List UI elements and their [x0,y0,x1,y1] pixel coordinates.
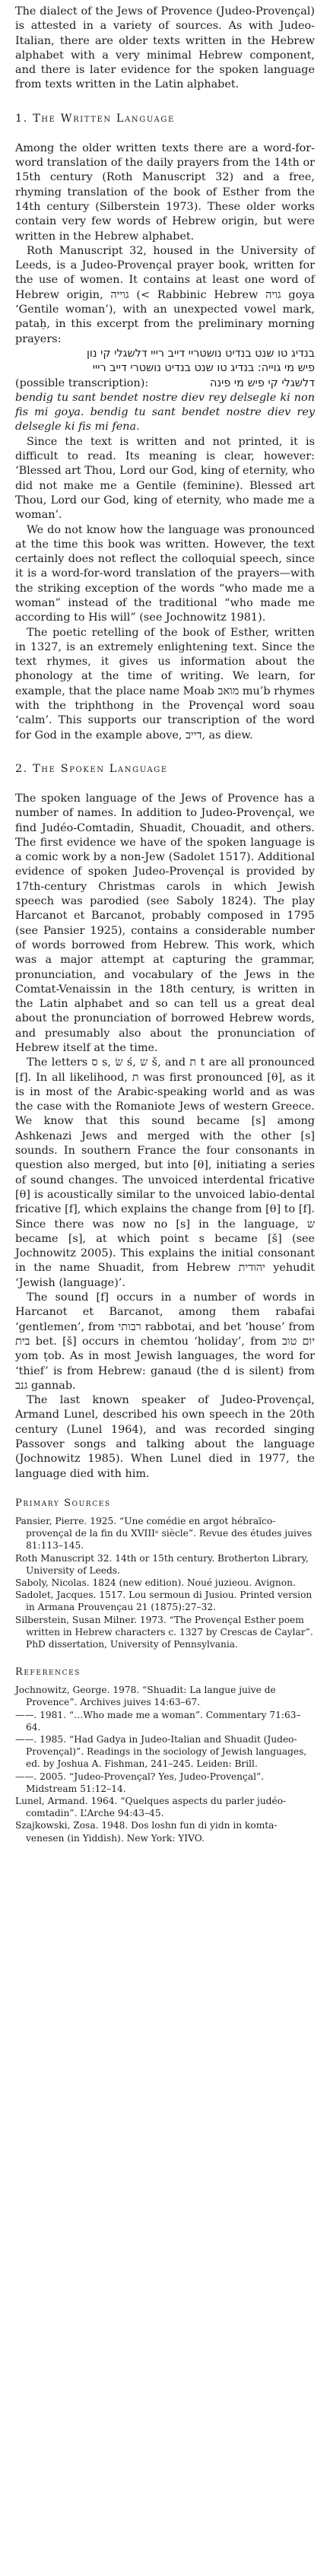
references-list [15,1684,315,1844]
hebrew-line: פיש מי גוייה: בנדיג טו שנט בנדיט נושטרי דייב רייי [92,362,315,375]
section-heading-written-language: 1. The Written Language [15,112,175,125]
paragraph: The letters ס s, שׂ ś, ש š, and ת t are all pronounced [f]. In all likelihood, ת was first pronounced [θ], as it is in most of the Arabic-speaking world and as was the case with the Romaniote Jews of western Greece. We know that this sound became [s] among Ashkenazi Jews and merged with the other [s] sounds. In southern France the four consonants in question also merged, but into [θ], initiating a series of sound changes. The unvoiced interdental fricative [θ] is acoustically similar to the unvoiced labio-dental fricative [f], which explains the change from [θ] to [f]. Since there was now no [s] in the language, ש became [s], at which point s became [š] (see Jochnowitz 2005). This explains the initial consonant in the name Shuadit, from Hebrew יהודית yehudit ‘Jewish (language)’. [15,1056,316,1289]
hebrew-line: דלשגלי קי פיש מי פינה [209,376,315,389]
paragraph: We do not know how the language was pronounced at the time this book was written. However, the text certainly does not reflect the colloquial speech, since it is a word-for-word translation of the prayers—with the striking exception of the words “who made me a woman” instead of the traditional “who made me according to His will” (see Jochnowitz 1981). [15,523,315,624]
hebrew-excerpt [15,347,315,435]
paragraph: Roth Manuscript 32, housed in the University of Leeds, is a Judeo-Provençal prayer book, written for the use of women. It contains at least one word of Hebrew origin, גוייה (< Rabbinic Hebrew גויה goya ‘Gentile woman’), with an unexpected vowel mark, pataḥ, in this excerpt from the preliminary morning prayers: [15,244,315,345]
section-heading-spoken-language: 2. The Spoken Language [15,762,168,775]
bibliography-entry: ——. 1985. “Had Gadya in Judeo-Italian and Shuadit (Judeo-Provençal)”. Readings in the sociology of Jewish languages, ed. by Joshua A. Fishman, 241–245. Leiden: Brill. [15,1733,307,1770]
paragraph: The last known speaker of Judeo-Provençal, Armand Lunel, described his own speech in the 20th century (Lunel 1964), and was recorded singing Passover songs and talking about the language (Jochnowitz 1985). When Lunel died in 1977, the language died with him. [15,1394,315,1480]
paragraph: Since the text is written and not printed, it is difficult to read. Its meaning is clear, however: ‘Blessed art Thou, Lord our God, king of eternity, who did not make me a Gentile (feminine). Blessed art Thou, Lord our God, king of eternity, who made me a woman’. [15,435,315,522]
bibliography-entry: Pansier, Pierre. 1925. “Une comédie en argot hébraïco-provençal de la fin du XVIIIᵉ siècle”. Revue des études juives 81:113–145. [15,1515,313,1552]
primary-sources-heading: Primary Sources [15,1497,111,1509]
bibliography-entry: Silberstein, Susan Milner. 1973. “The Provençal Esther poem written in Hebrew characters c. 1327 by Crescas de Caylar”. PhD dissertation, University of Pennsylvania. [15,1614,313,1650]
primary-sources-list [15,1515,315,1650]
bibliography-entry: Sadolet, Jacques. 1517. Lou sermoun di Jusiou. Printed version in Armana Prouvençau 21 (1875):27–32. [15,1590,313,1613]
transcription-label: (possible transcription): [15,376,149,389]
bibliography-entry: ——. 1981. “…Who made me a woman”. Commentary 71:63–64. [15,1709,301,1733]
bibliography-entry: Roth Manuscript 32. 14th or 15th century. Brotherton Library, University of Leeds. [15,1552,309,1576]
references-heading: References [15,1666,81,1679]
bibliography-entry: Saboly, Nicolas. 1824 (new edition). Noué juzieou. Avignon. [15,1577,296,1588]
bibliography-entry: Lunel, Armand. 1964. “Quelques aspects du parler judéo-comtadin”. L’Arche 94:43–45. [15,1795,287,1819]
bibliography-entry: ——. 2005. “Judeo-Provençal? Yes, Judeo-Provençal”. Midstream 51:12–14. [15,1771,265,1794]
paragraph: The poetic retelling of the book of Esther, written in 1327, is an extremely enlightening text. Since the text rhymes, it gives us information about the phonology at the time of writing. We learn, for example, that the place name Moab מואב mu’b rhymes with the triphthong in the Provençal word soau ‘calm’. This supports our transcription of the word for God in the example above, דייב, as diew. [15,626,315,742]
hebrew-excerpt-last-row [15,376,315,391]
paragraph: The sound [f] occurs in a number of words in Harcanot et Barcanot, among them rabafai ‘gentlemen’, from רבותי rabbotai, and bet ‘house’ from בית bet. [š] occurs in chemtou ‘holiday’, from יום טוב yom ṭob. As in most Jewish languages, the word for ‘thief’ is from Hebrew: ganaud (the d is silent) from גנב gannab. [15,1291,315,1392]
paragraph: Among the older written texts there are a word-for-word translation of the daily prayers from the 14th or 15th century (Roth Manuscript 32) and a free, rhyming translation of the book of Esther from the 14th century (Silberstein 1973). These older works contain very few words of Hebrew origin, but were written in the Hebrew alphabet. [15,141,315,243]
paragraph: The spoken language of the Jews of Provence has a number of names. In addition to Judeo-Provençal, we find Judéo-Comtadin, Shuadit, Chouadit, and others. The first evidence we have of the spoken language is a comic work by a non-Jew (Sadolet 1517). Additional evidence of spoken Judeo-Provençal is provided by 17th-century Christmas carols in which Jewish speech was parodied (see Saboly 1824). The play Harcanot et Barcanot, probably composed in 1795 (see Pansier 1925), contains a considerable number of words borrowed from Hebrew. This work, which was a major attempt at capturing the grammar, pronunciation, and vocabulary of the Jews in the Comtat-Venaissin in the 18th century, is written in the Latin alphabet and so can tell us a great deal about the pronunciation of borrowed Hebrew words, and presumably also about the pronunciation of Hebrew itself at the time. [15,792,315,1054]
bibliography-entry: Szajkowski, Zosa. 1948. Dos loshn fun di yidn in komta-venesen (in Yiddish). New York: YIVO. [15,1820,278,1844]
intro-paragraph: The dialect of the Jews of Provence (Judeo-Provençal) is attested in a variety of sources. As with Judeo-Italian, there are older texts written in the Hebrew alphabet with a very minimal Hebrew component, and there is later evidence for the spoken language from texts written in the Latin alphabet. [15,5,315,91]
transcription: bendig tu sant bendet nostre diev rey delsegle ki non fis mi goya. bendig tu sant bendet nostre diev rey delsegle ki fis mi fena. [15,391,315,434]
bibliography-entry: Jochnowitz, George. 1978. “Shuadit: La langue juive de Provence”. Archives juives 14:63–67. [15,1685,276,1708]
hebrew-line: בנדיג טו שנט בנדיט נושטריי דייב רייי דלשגלי קי נון [86,347,315,360]
